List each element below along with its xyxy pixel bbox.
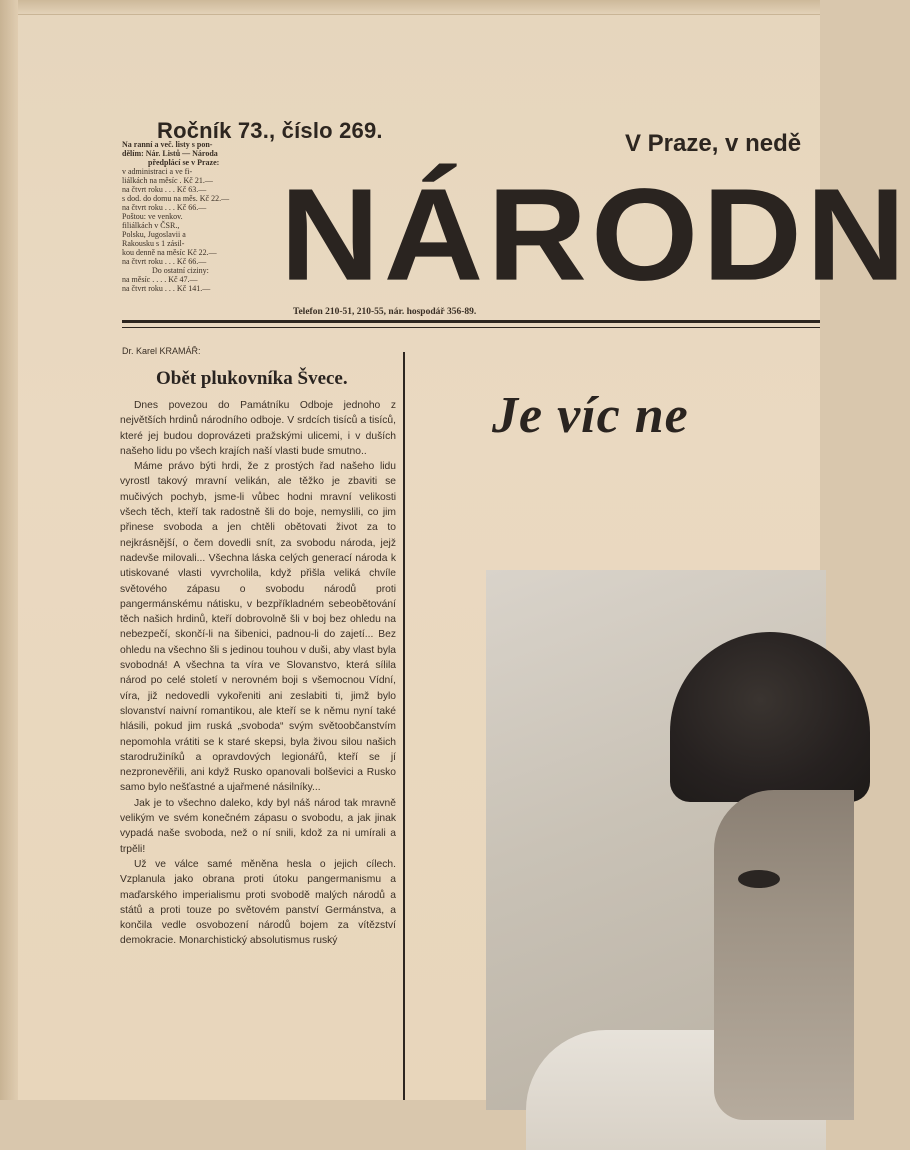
subscription-line: na čtvrt roku . . . Kč 141.—	[122, 284, 211, 293]
subscription-line: Na ranní a več. listy s pon-	[122, 140, 213, 149]
torn-left-edge	[0, 0, 18, 1100]
subscription-line: filiálkách v ČSR.,	[122, 221, 180, 230]
article-paragraph: Už ve válce samé měněna hesla o jejich cílech. Vzplanula jako obrana proti útoku pangermanismu a maďarského imperialismu proti svobodě malých národů a států a proti touze po světovém panství Germánstva, a končila vedle osvobození národů bojem za vítězství demokracie. Monarchistický absolutismus ruský	[120, 858, 396, 947]
subscription-line: v administraci a ve fi-	[122, 167, 193, 176]
main-headline: Je víc ne	[492, 387, 689, 444]
photo-cap	[670, 632, 870, 802]
article-paragraph: Máme právo býti hrdi, že z prostých řad našeho lidu vyrostl takový mravní velikán, ale těžko je zbaviti se mučivých pochyb, jsme-li vůbec hodni mravní velikosti všech těch, kteří tak radostně šli do boje, nemyslili, co jim přinese svoboda a jen chtěli obětovati život za to nejkrásnější, o čem dovedli snít, za svobodu národa, jejž nadevše milovali... Všechna láska celých generací národa k utiskované vlasti vyvrcholila, když přišla veliká chvíle světového zápasu o svobodu národů proti pangermánskému nátisku, v bezpříkladném sebeobětování těch našich hrdinů, kteří dobrovolně šli v boj bez ohledu na nebezpečí, skončí-li na šibenici, padnou-li do zajetí... Bez ohledu na všechno šli s jedinou touhou v duši, aby vlast byla svobodná! A všechna ta víra ve Slovanstvo, která sílila národ po celé století v nerovném boji s všemocnou Vídní, víra, již nedovedli vykořeniti ani zeslabiti ti, jimž bylo slovanství naivní romantikou, ale kteří se k němu nyní také hlásili, pokud jim ruská „svoboda“ svým světoobčanstvím nepomohla vrátiti se k staré skepsi, byla živou silou našich starodružiníků a opravdových legionářů, kteří se jí nezpronevěřili, ani když Rusko opanovali bolševici a Rusko samo bylo nešťastné a ujařmené násilníky...	[120, 461, 396, 794]
subscription-line: na čtvrt roku . . . Kč 66.—	[122, 203, 207, 212]
subscription-line: na čtvrt roku . . . Kč 66.—	[122, 257, 207, 266]
place-date: V Praze, v nedě	[625, 130, 802, 157]
subscription-line: na měsíc . . . . Kč 47.—	[122, 275, 198, 284]
subscription-line: kou denně na měsíc Kč 22.—	[122, 248, 217, 257]
subscription-line: Rakousku s 1 zásil-	[122, 239, 185, 248]
photo-eye	[738, 870, 780, 888]
subscription-line: dělím: Nár. Listů — Národa	[122, 149, 218, 158]
masthead-rule	[122, 320, 820, 323]
article-body	[120, 398, 396, 949]
article-author: Dr. Karel KRAMÁŘ:	[122, 346, 201, 356]
subscription-info	[122, 140, 292, 293]
subscription-line: Poštou: ve venkov.	[122, 212, 183, 221]
subscription-line: Do ostatní ciziny:	[152, 266, 209, 275]
subscription-line: předplácí se v Praze:	[148, 158, 220, 167]
newspaper-title: NÁRODN	[280, 161, 910, 309]
volume-number: Ročník 73., číslo 269.	[157, 118, 383, 143]
subscription-line: s dod. do domu na měs. Kč 22.—	[122, 194, 230, 203]
article-paragraph: Jak je to všechno daleko, kdy byl náš národ tak mravně velikým ve svém konečném zápasu o svobodu, a jak jinak vypadá naše svoboda, než o ní snili, kdož za ni umírali a trpěli!	[120, 797, 396, 855]
phone-numbers: Telefon 210-51, 210-55, nár. hospodář 356-89.	[293, 307, 477, 317]
paper-top-edge	[0, 0, 820, 15]
article-paragraph: Dnes povezou do Památníku Odboje jednoho z největších hrdinů národního odboje. V srdcích tisíců a tisíců, které jej budou doprovázeti pražskými ulicemi, i v duších našeho lidu po všech krajích naší vlasti bude smutno..	[120, 400, 396, 457]
photo-face	[714, 790, 854, 1120]
article-headline: Obět plukovníka Švece.	[156, 368, 348, 389]
subscription-line: liálkách na měsíc . Kč 21.—	[122, 176, 213, 185]
portrait-photo	[486, 570, 826, 1110]
subscription-line: Polsku, Jugoslavii a	[122, 230, 186, 239]
column-divider	[403, 352, 405, 1100]
masthead-rule-thin	[122, 327, 820, 328]
subscription-line: na čtvrt roku . . . Kč 63.—	[122, 185, 207, 194]
